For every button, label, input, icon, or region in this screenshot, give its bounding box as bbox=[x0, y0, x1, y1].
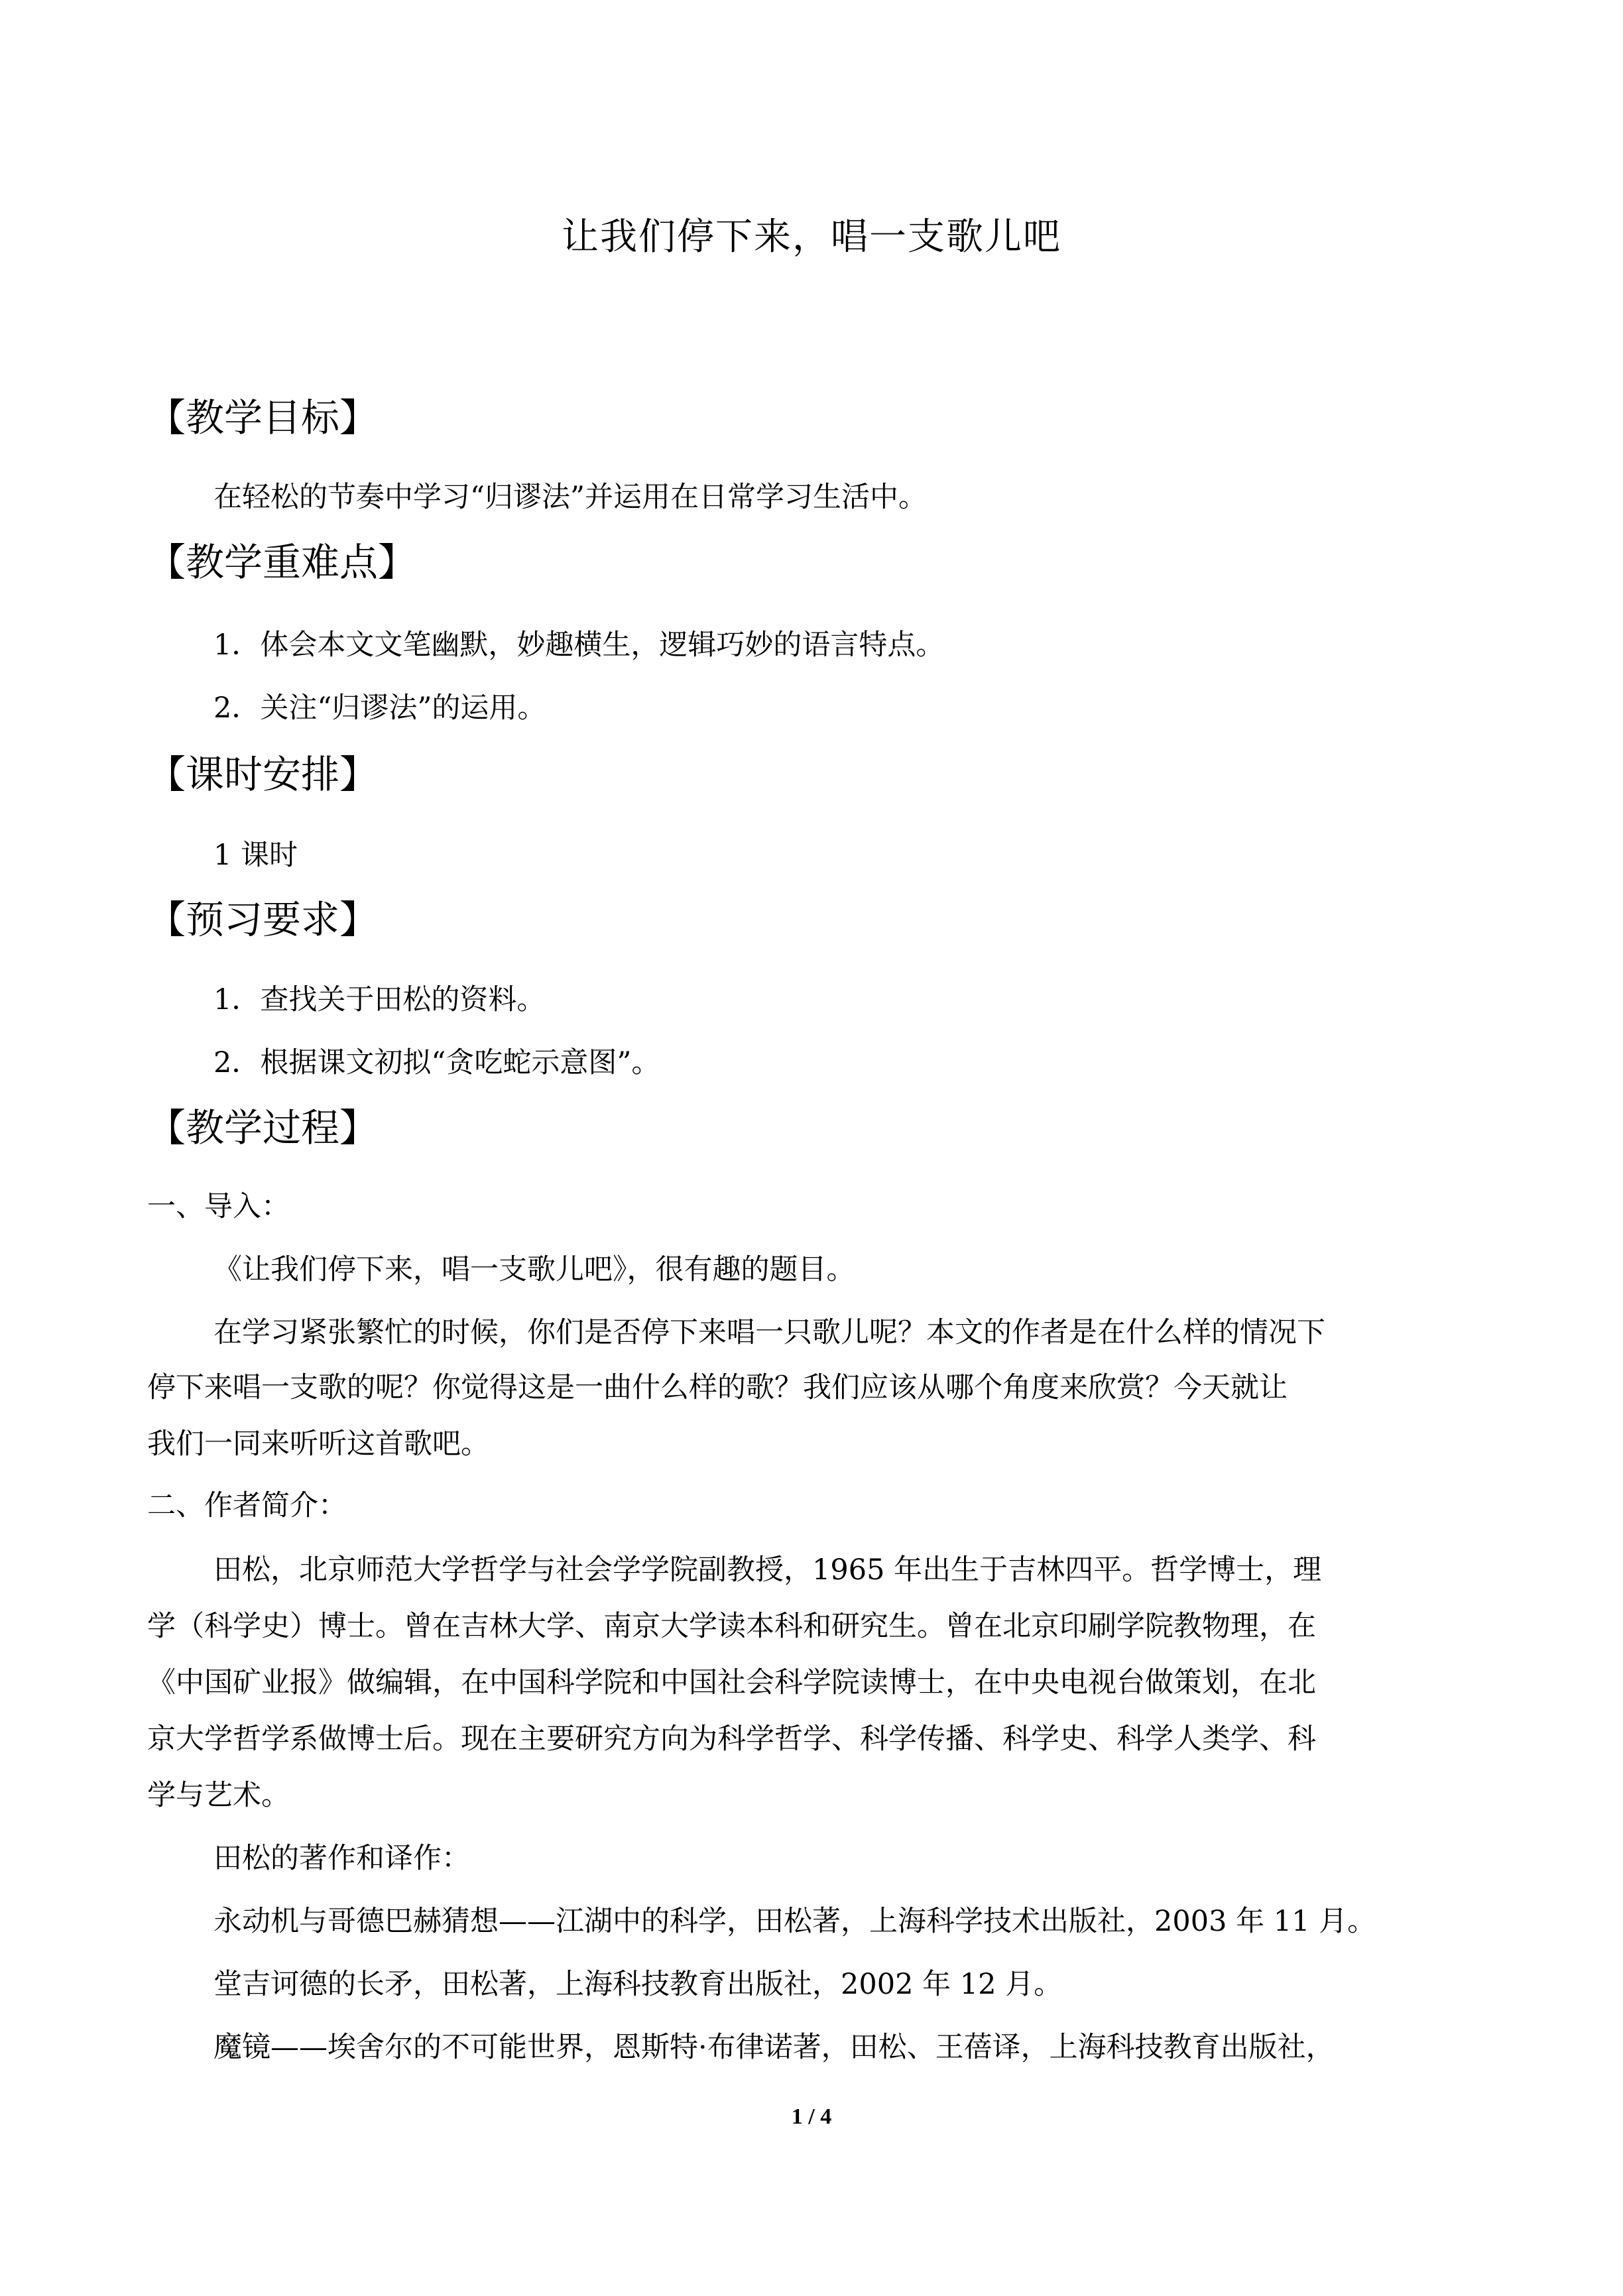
works-item: 堂吉诃德的长矛，田松著，上海科技教育出版社，2002 年 12 月。 bbox=[213, 1968, 1063, 2001]
author-bio-line: 《中国矿业报》做编辑，在中国科学院和中国社会科学院读博士，在中央电视台做策划，在北 bbox=[147, 1666, 1316, 1699]
works-item: 永动机与哥德巴赫猜想——江湖中的科学，田松著，上海科学技术出版社，2003 年 11 月。 bbox=[213, 1905, 1376, 1938]
author-bio-line: 京大学哲学系做博士后。现在主要研究方向为科学哲学、科学传播、科学史、科学人类学、科 bbox=[147, 1722, 1316, 1756]
intro-paragraph-line: 停下来唱一支歌的呢？你觉得这是一曲什么样的歌？我们应该从哪个角度来欣赏？今天就让 bbox=[147, 1371, 1288, 1404]
objectives-text: 在轻松的节奏中学习“归谬法”并运用在日常学习生活中。 bbox=[213, 481, 927, 514]
intro-label: 一、导入： bbox=[147, 1190, 290, 1223]
key-point-item: 1．体会本文文笔幽默，妙趣横生，逻辑巧妙的语言特点。 bbox=[213, 629, 945, 662]
heading-key-points: 【教学重难点】 bbox=[147, 540, 417, 585]
schedule-text: 1 课时 bbox=[213, 839, 298, 872]
intro-paragraph-line: 在学习紧张繁忙的时候，你们是否停下来唱一只歌儿呢？本文的作者是在什么样的情况下 bbox=[213, 1316, 1325, 1349]
works-item: 魔镜——埃舍尔的不可能世界，恩斯特·布律诺著，田松、王蓓译，上海科技教育出版社， bbox=[213, 2031, 1335, 2064]
heading-process: 【教学过程】 bbox=[147, 1105, 379, 1150]
author-label: 二、作者简介： bbox=[147, 1489, 347, 1522]
works-label: 田松的著作和译作： bbox=[213, 1842, 470, 1875]
author-bio-line: 学与艺术。 bbox=[147, 1779, 290, 1812]
heading-objectives: 【教学目标】 bbox=[147, 395, 379, 440]
document-title: 让我们停下来，唱一支歌儿吧 bbox=[562, 215, 1061, 259]
key-point-item: 2．关注“归谬法”的运用。 bbox=[213, 692, 546, 725]
preview-item: 2．根据课文初拟“贪吃蛇示意图”。 bbox=[213, 1046, 660, 1079]
page-number: 1 / 4 bbox=[791, 2104, 832, 2129]
author-bio-line: 田松，北京师范大学哲学与社会学学院副教授，1965 年出生于吉林四平。哲学博士，理 bbox=[213, 1553, 1322, 1587]
intro-paragraph-1: 《让我们停下来，唱一支歌儿吧》，很有趣的题目。 bbox=[213, 1253, 855, 1286]
preview-item: 1．查找关于田松的资料。 bbox=[213, 983, 546, 1016]
intro-paragraph-line: 我们一同来听听这首歌吧。 bbox=[147, 1427, 489, 1461]
heading-preview: 【预习要求】 bbox=[147, 897, 379, 942]
heading-schedule: 【课时安排】 bbox=[147, 752, 379, 797]
author-bio-line: 学（科学史）博士。曾在吉林大学、南京大学读本科和研究生。曾在北京印刷学院教物理，在 bbox=[147, 1610, 1316, 1643]
